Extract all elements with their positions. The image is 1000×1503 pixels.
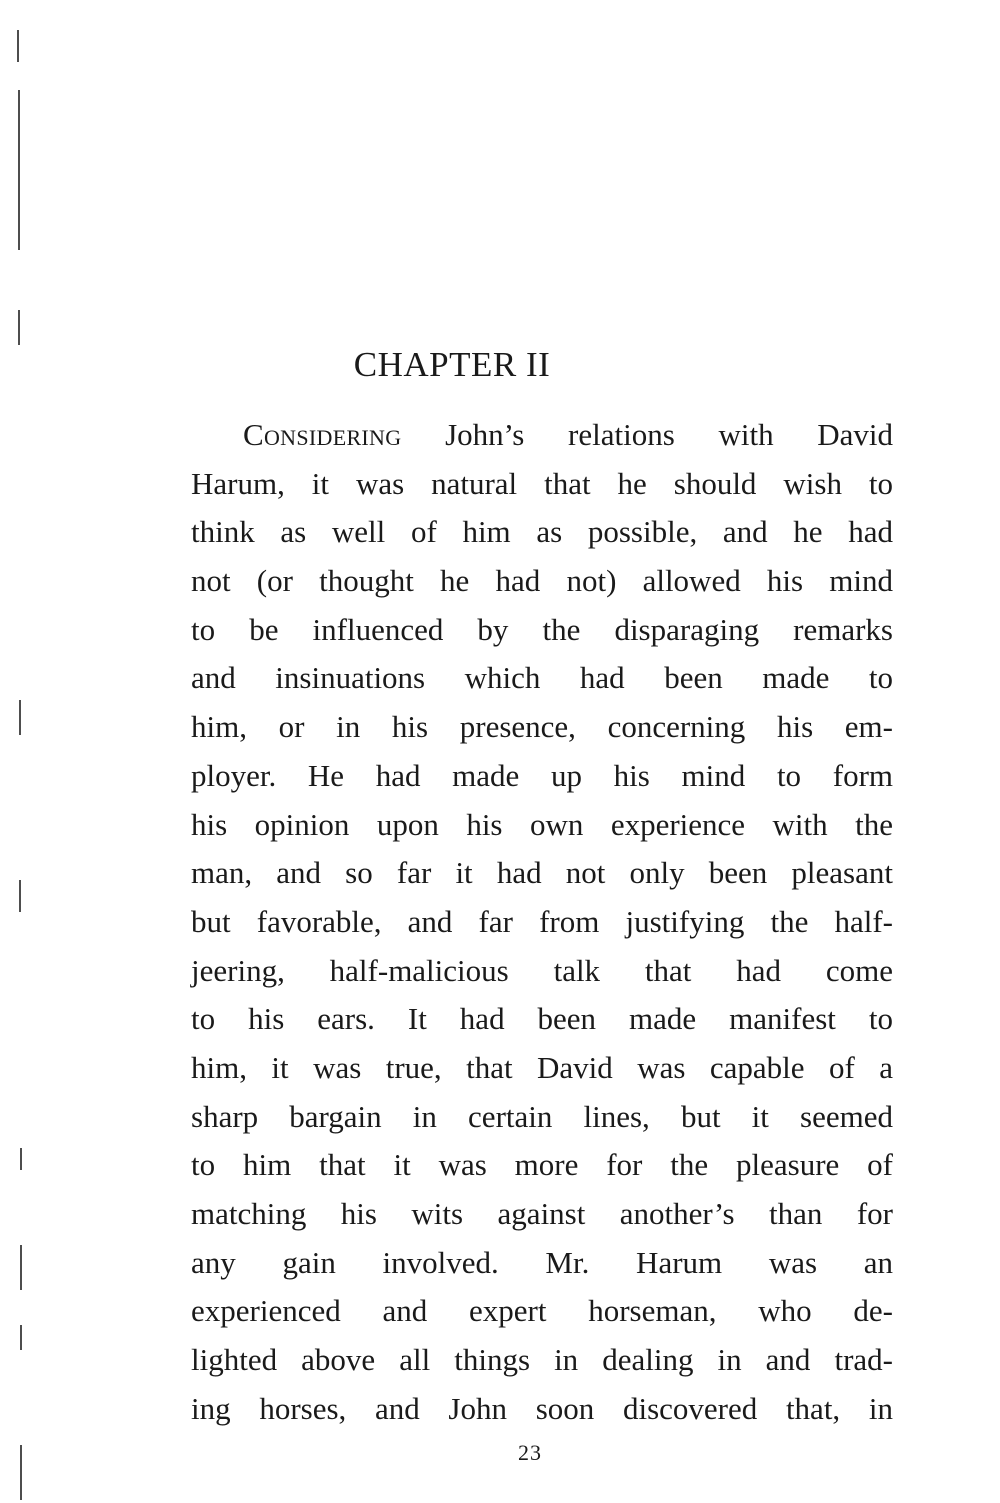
paragraph-line: and insinuations which had been made to (191, 660, 893, 696)
paragraph-line: to be influenced by the disparaging remarks (191, 611, 893, 647)
lead-word: Considering (243, 417, 402, 452)
paragraph-line: his opinion upon his own experience with the (191, 806, 893, 842)
paragraph-line: ployer. He had made up his mind to form (191, 757, 893, 793)
paragraph-line: lighted above all things in dealing in and trad- (191, 1342, 893, 1378)
paragraph-line: sharp bargain in certain lines, but it seemed (191, 1098, 893, 1134)
paragraph-line: to him that it was more for the pleasure of (191, 1147, 893, 1183)
body-paragraph (191, 411, 893, 1433)
scan-edge-marks (14, 0, 28, 1503)
page-number: 23 (518, 1440, 542, 1465)
lead-rest: John’s relations with David (445, 417, 894, 452)
paragraph-line: Harum, it was natural that he should wish to (191, 465, 893, 501)
paragraph-line: experienced and expert horseman, who de- (191, 1293, 893, 1329)
paragraph-line: jeering, half-malicious talk that had come (191, 952, 893, 988)
paragraph-line: think as well of him as possible, and he had (191, 514, 893, 550)
paragraph-line: ing horses, and John soon discovered that, in (191, 1390, 893, 1426)
paragraph-line: not (or thought he had not) allowed his mind (191, 563, 893, 599)
paragraph-line: to his ears. It had been made manifest to (191, 1001, 893, 1037)
paragraph-line: any gain involved. Mr. Harum was an (191, 1244, 893, 1280)
chapter-title: CHAPTER II (353, 345, 551, 385)
paragraph-line: him, or in his presence, concerning his em- (191, 709, 893, 745)
paragraph-line: but favorable, and far from justifying the half- (191, 903, 893, 939)
paragraph-line: matching his wits against another’s than for (191, 1196, 893, 1231)
paragraph-line: him, it was true, that David was capable of a (191, 1049, 893, 1085)
paragraph-line: man, and so far it had not only been pleasant (191, 855, 893, 891)
paragraph-first-line (191, 411, 893, 460)
